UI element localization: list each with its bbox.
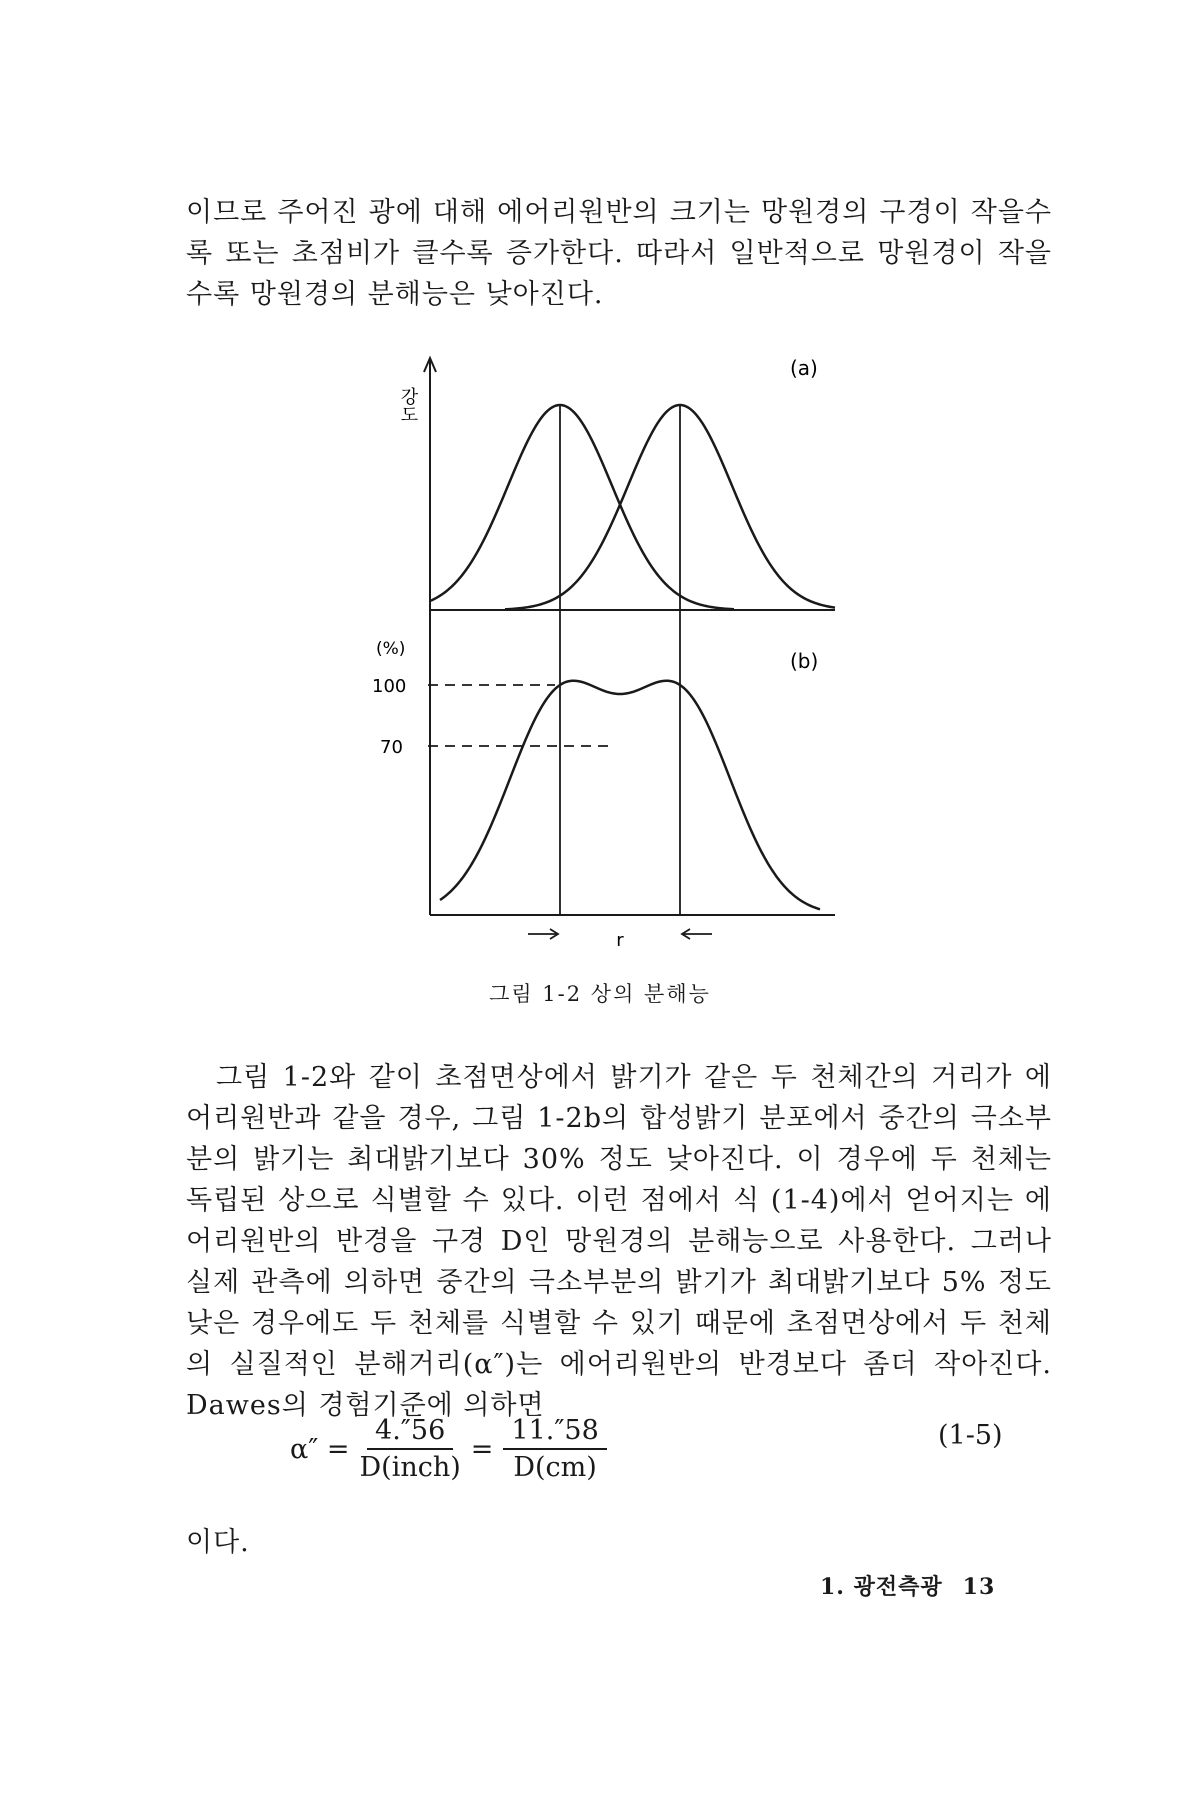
paragraph-2: 그림 1-2와 같이 초점면상에서 밝기가 같은 두 천체간의 거리가 에어리원반과 같을 경우, 그림 1-2b의 합성밝기 분포에서 중간의 극소부분의 밝기는 최대밝기보다 30% 정도 낮아진다. 이 경우에 두 천체는 독립된 상으로 식별할 수 있다. 이런 점에서 식 (1-4)에서 얻어지는 에어리원반의 반경을 구경 D인 망원경의 분해능으로 사용한다. 그러나 실제 관측에 의하면 중간의 극소부분의 밝기가 최대밝기보다 5% 정도 낮은 경우에도 두 천체를 식별할 수 있기 때문에 초점면상에서 두 천체의 실질적인 분해거리(α″)는 에어리원반의 반경보다 좀더 작아진다. Dawes의 경험기준에 의하면 xyxy=(186,1062,1052,1421)
eq-lhs: α″ = xyxy=(290,1433,350,1465)
page-footer xyxy=(820,1570,995,1601)
eq-den-1: D(inch) xyxy=(359,1452,461,1483)
footer-section: 1. 광전측광 xyxy=(820,1574,943,1600)
label-a: (a) xyxy=(790,356,818,380)
figure-caption: 그림 1-2 상의 분해능 xyxy=(489,982,711,1006)
eq-equals: = xyxy=(470,1433,494,1465)
figure-1-2 xyxy=(372,350,850,951)
percent-unit: (%) xyxy=(376,639,406,659)
r-label: r xyxy=(616,930,624,951)
curve-a-1 xyxy=(430,405,734,609)
equation-number: (1-5) xyxy=(938,1420,1003,1451)
tick-label-100: 100 xyxy=(372,676,407,697)
page-number: 13 xyxy=(962,1574,996,1600)
equation-1-5 xyxy=(290,1415,617,1483)
paragraph-1: 이므로 주어진 광에 대해 에어리원반의 크기는 망원경의 구경이 작을수록 또는 초점비가 클수록 증가한다. 따라서 일반적으로 망원경이 작을수록 망원경의 분해능은 낮아진다. xyxy=(186,197,1052,310)
eq-den-2: D(cm) xyxy=(513,1452,597,1483)
label-b: (b) xyxy=(790,649,819,673)
y-axis-label: 강도 xyxy=(397,387,419,423)
curve-b-combined xyxy=(440,681,820,910)
eq-fraction-1 xyxy=(360,1415,461,1483)
eq-fraction-2 xyxy=(503,1415,606,1483)
eq-num-2: 11.″58 xyxy=(503,1415,606,1450)
eq-num-1: 4.″56 xyxy=(367,1415,453,1450)
tick-label-70: 70 xyxy=(380,737,403,758)
curve-a-2 xyxy=(505,405,835,609)
paragraph-3: 이다. xyxy=(186,1527,250,1558)
